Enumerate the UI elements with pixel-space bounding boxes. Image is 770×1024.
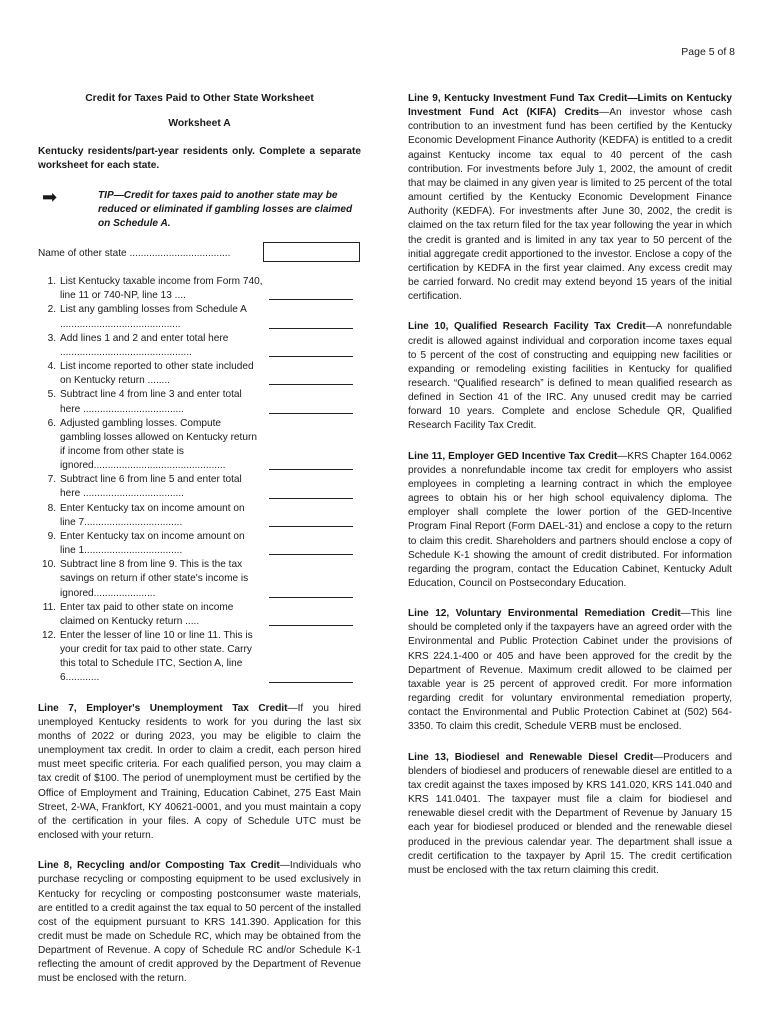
worksheet-line [38, 629, 361, 686]
line-4-amount-field[interactable] [269, 384, 353, 385]
line-9-paragraph [408, 92, 732, 304]
line-5-amount-field[interactable] [269, 413, 353, 414]
tip-text: TIP—Credit for taxes paid to another state may be reduced or eliminated if gambling losses are claimed on Schedule A. [98, 189, 353, 229]
line-number: 3. [47, 332, 56, 344]
worksheet-subtitle: Worksheet A [168, 118, 231, 130]
line-12-amount-field[interactable] [269, 682, 353, 683]
line-number: 4. [47, 361, 56, 373]
worksheet-line [38, 332, 361, 360]
line-number: 12. [41, 630, 56, 641]
worksheet-line [38, 558, 361, 600]
paragraph-heading: Line 7, Employer's Unemployment Tax Credit [38, 702, 288, 714]
line-number: 11. [42, 601, 56, 613]
line-8-paragraph [38, 859, 361, 986]
worksheet-line [38, 473, 361, 501]
line-text: List Kentucky taxable income from Form 740, line 11 or 740-NP, line 13 .... [60, 276, 263, 302]
worksheet-line [38, 601, 361, 629]
paragraph-body: —KRS Chapter 164.0062 provides a nonrefundable income tax credit for employers who assist employees in completing a learning contract in which the employee agrees to obtain his or her high school equivalency diploma. The employer shall complete the lower portion of the GED-Incentive Program Final Report (Form DAEL-31) and enclose a copy to the return to claim this credit. Shareholders and partners should enclose a copy of Schedule K-1 showing the amount of credit distributed. For information regarding the program, contact the Education Cabinet, Kentucky Adult Education, Council on Postsecondary Education. [408, 450, 733, 589]
page-number: Page 5 of 8 [681, 46, 735, 58]
line-text: Enter Kentucky tax on income amount on line 7................................... [60, 502, 245, 528]
line-text: List income reported to other state included on Kentucky return ........ [60, 361, 254, 387]
line-11-amount-field[interactable] [269, 625, 353, 626]
paragraph-body: —Individuals who purchase recycling or composting equipment to be used exclusively in Kentucky for recycling or composting postconsumer waste materials, are entitled to a credit against the tax equal to 50 percent of the installed cost of the equipment pursuant to KRS 141.390. Application for this credit must be made on Schedule RC, which may be obtained from the Department of Revenue. A copy of Schedule RC and/or Schedule K-1 reflecting the amount of credit approved by the Department of Revenue must be enclosed with the return. [38, 860, 362, 985]
worksheet-line [38, 275, 361, 303]
paragraph-heading: Line 12, Voluntary Environmental Remediation Credit [408, 608, 681, 620]
line-text: List any gambling losses from Schedule A ........................................... [60, 304, 247, 330]
tip-box [38, 186, 361, 231]
line-12-paragraph [408, 607, 732, 734]
line-text: Adjusted gambling losses. Compute gambling losses allowed on Kentucky return if income from other state is ignored............................................... [60, 417, 257, 472]
line-number: 1. [47, 276, 56, 288]
left-column [38, 92, 361, 987]
line-text: Subtract line 6 from line 5 and enter total here .................................... [60, 474, 242, 500]
worksheet-intro: Kentucky residents/part-year residents only. Complete a separate worksheet for each state. [38, 146, 361, 172]
worksheet-line [38, 530, 361, 558]
line-13-paragraph [408, 751, 732, 878]
worksheet-title: Credit for Taxes Paid to Other State Worksheet [85, 93, 314, 104]
paragraph-body: —A nonrefundable credit is allowed against individual and corporation income taxes equal to 5 percent of the cost of constructing and equipping new facilities or expanding or remodeling existing facilities in Kentucky for qualified research. “Qualified research” is defined to mean qualified research as defined in Section 41 of the IRC. Any unused credit may be carried forward 10 years. Complete and enclose Schedule QR, Qualified Research Facility Tax Credit. [408, 321, 732, 432]
line-2-amount-field[interactable] [269, 328, 353, 329]
paragraph-body: —Producers and blenders of biodiesel and producers of renewable diesel are entitled to a tax credit against the taxes imposed by KRS 141.020, KRS 141.040 and KRS 141.0401. The taxpayer must file a claim for biodiesel and renewable diesel credit with the Department of Revenue by January 15 each year for biodiesel produced or blended and the renewable diesel produced in the previous calendar year. The department shall issue a credit certification to the taxpayer by April 15. The credit certification must be enclosed with the tax return claiming this credit. [408, 751, 732, 876]
paragraph-heading: Line 8, Recycling and/or Composting Tax Credit [38, 860, 280, 872]
worksheet-line [38, 388, 361, 416]
other-state-input[interactable] [263, 242, 360, 262]
line-7-amount-field[interactable] [269, 498, 353, 499]
paragraph-heading: Line 11, Employer GED Incentive Tax Credit [408, 450, 618, 462]
line-11-paragraph [408, 450, 732, 592]
paragraph-body: —An investor whose cash contribution to an investment fund has been certified by the Kentucky Economic Development Finance Authority (KEDFA) is entitled to a credit against Kentucky income tax equal to 40 percent of the cash contribution. For investments before July 1, 2002, the amount of credit that may be claimed in any given year is limited to 25 percent of the total amount certified by the Kentucky Economic Development Finance Authority (KEDFA). For investments after June 30, 2002, the credit is claimed on the tax return filed for the tax year following the year in which the credit is granted and is limited in any tax year to 50 percent of the initial aggregate credit apportioned to the investor. Enclose a copy of the certification by KEDFA in the first year claimed. Any excess credit may be carried forward. No credit may extend beyond 15 years of the initial certification. [408, 107, 732, 303]
worksheet-line [38, 502, 361, 530]
line-text: Enter tax paid to other state on income claimed on Kentucky return ..... [60, 601, 234, 627]
line-text: Enter the lesser of line 10 or line 11. This is your credit for tax paid to other state. Carry this total to Schedule ITC, Section A, line 6............ [60, 630, 253, 684]
line-number: 5. [47, 389, 56, 401]
arrow-right-icon: ➡ [42, 186, 58, 207]
paragraph-heading: Line 10, Qualified Research Facility Tax Credit [408, 321, 646, 333]
line-number: 2. [47, 304, 56, 316]
paragraph-heading: Line 13, Biodiesel and Renewable Diesel Credit [408, 751, 654, 763]
line-text: Subtract line 4 from line 3 and enter total here .................................... [60, 389, 242, 415]
paragraph-body: —This line should be completed only if the taxpayers have an agreed order with the Environmental and Public Protection Cabinet under the provisions of KRS 224.1-400 or 405 and have been approved for the credit by the Department of Revenue. Maximum credit allowed to be claimed per taxable year is 25 percent of approved credit. For more information regarding credit for voluntary environmental remediation property, contact the Environmental and Public Protection Cabinet at (502) 564-3350. To claim this credit, Schedule VERB must be enclosed. [408, 608, 732, 733]
line-number: 10. [41, 559, 56, 571]
line-number: 6. [47, 417, 56, 429]
worksheet-line [38, 360, 361, 388]
line-text: Enter Kentucky tax on income amount on line 1................................... [60, 530, 245, 557]
line-number: 8. [47, 502, 56, 514]
line-8-amount-field[interactable] [269, 526, 353, 527]
paragraph-heading: Line 9, Kentucky Investment Fund Tax Credit—Limits on Kentucky Investment Fund Act (KIFA) Credits [408, 93, 732, 119]
line-text: Subtract line 8 from line 9. This is the tax savings on return if other state's income is ignored...................... [60, 559, 249, 599]
worksheet-line [38, 303, 361, 331]
line-1-amount-field[interactable] [269, 299, 353, 300]
line-number: 7. [47, 474, 56, 486]
line-10-amount-field[interactable] [269, 597, 353, 598]
line-6-amount-field[interactable] [269, 469, 353, 470]
line-10-paragraph [408, 320, 732, 433]
right-column [408, 92, 732, 878]
paragraph-body: —If you hired unemployed Kentucky residents to work for you during the last six months of 2022 or during 2023, you may be eligible to claim the unemployment tax credit. In order to claim a credit, each person hired must meet specific criteria. For each qualified person, you may claim a tax credit of $100. The period of unemployment must be certified by the Office of Employment and Training, Education Cabinet, 275 East Main Street, 2-WA, Frankfort, KY 40621-0001, and you must maintain a copy of the certification in your files. A copy of Schedule UTC must be enclosed with your return. [38, 702, 362, 842]
line-7-paragraph [38, 702, 361, 844]
line-3-amount-field[interactable] [269, 356, 353, 357]
line-text: Add lines 1 and 2 and enter total here ............................................... [60, 332, 229, 358]
worksheet-lines [38, 275, 361, 686]
line-number: 9. [47, 530, 56, 542]
other-state-row [38, 243, 361, 265]
other-state-label: Name of other state .................................... [38, 248, 231, 260]
worksheet-line [38, 417, 361, 474]
line-9-amount-field[interactable] [269, 554, 353, 555]
